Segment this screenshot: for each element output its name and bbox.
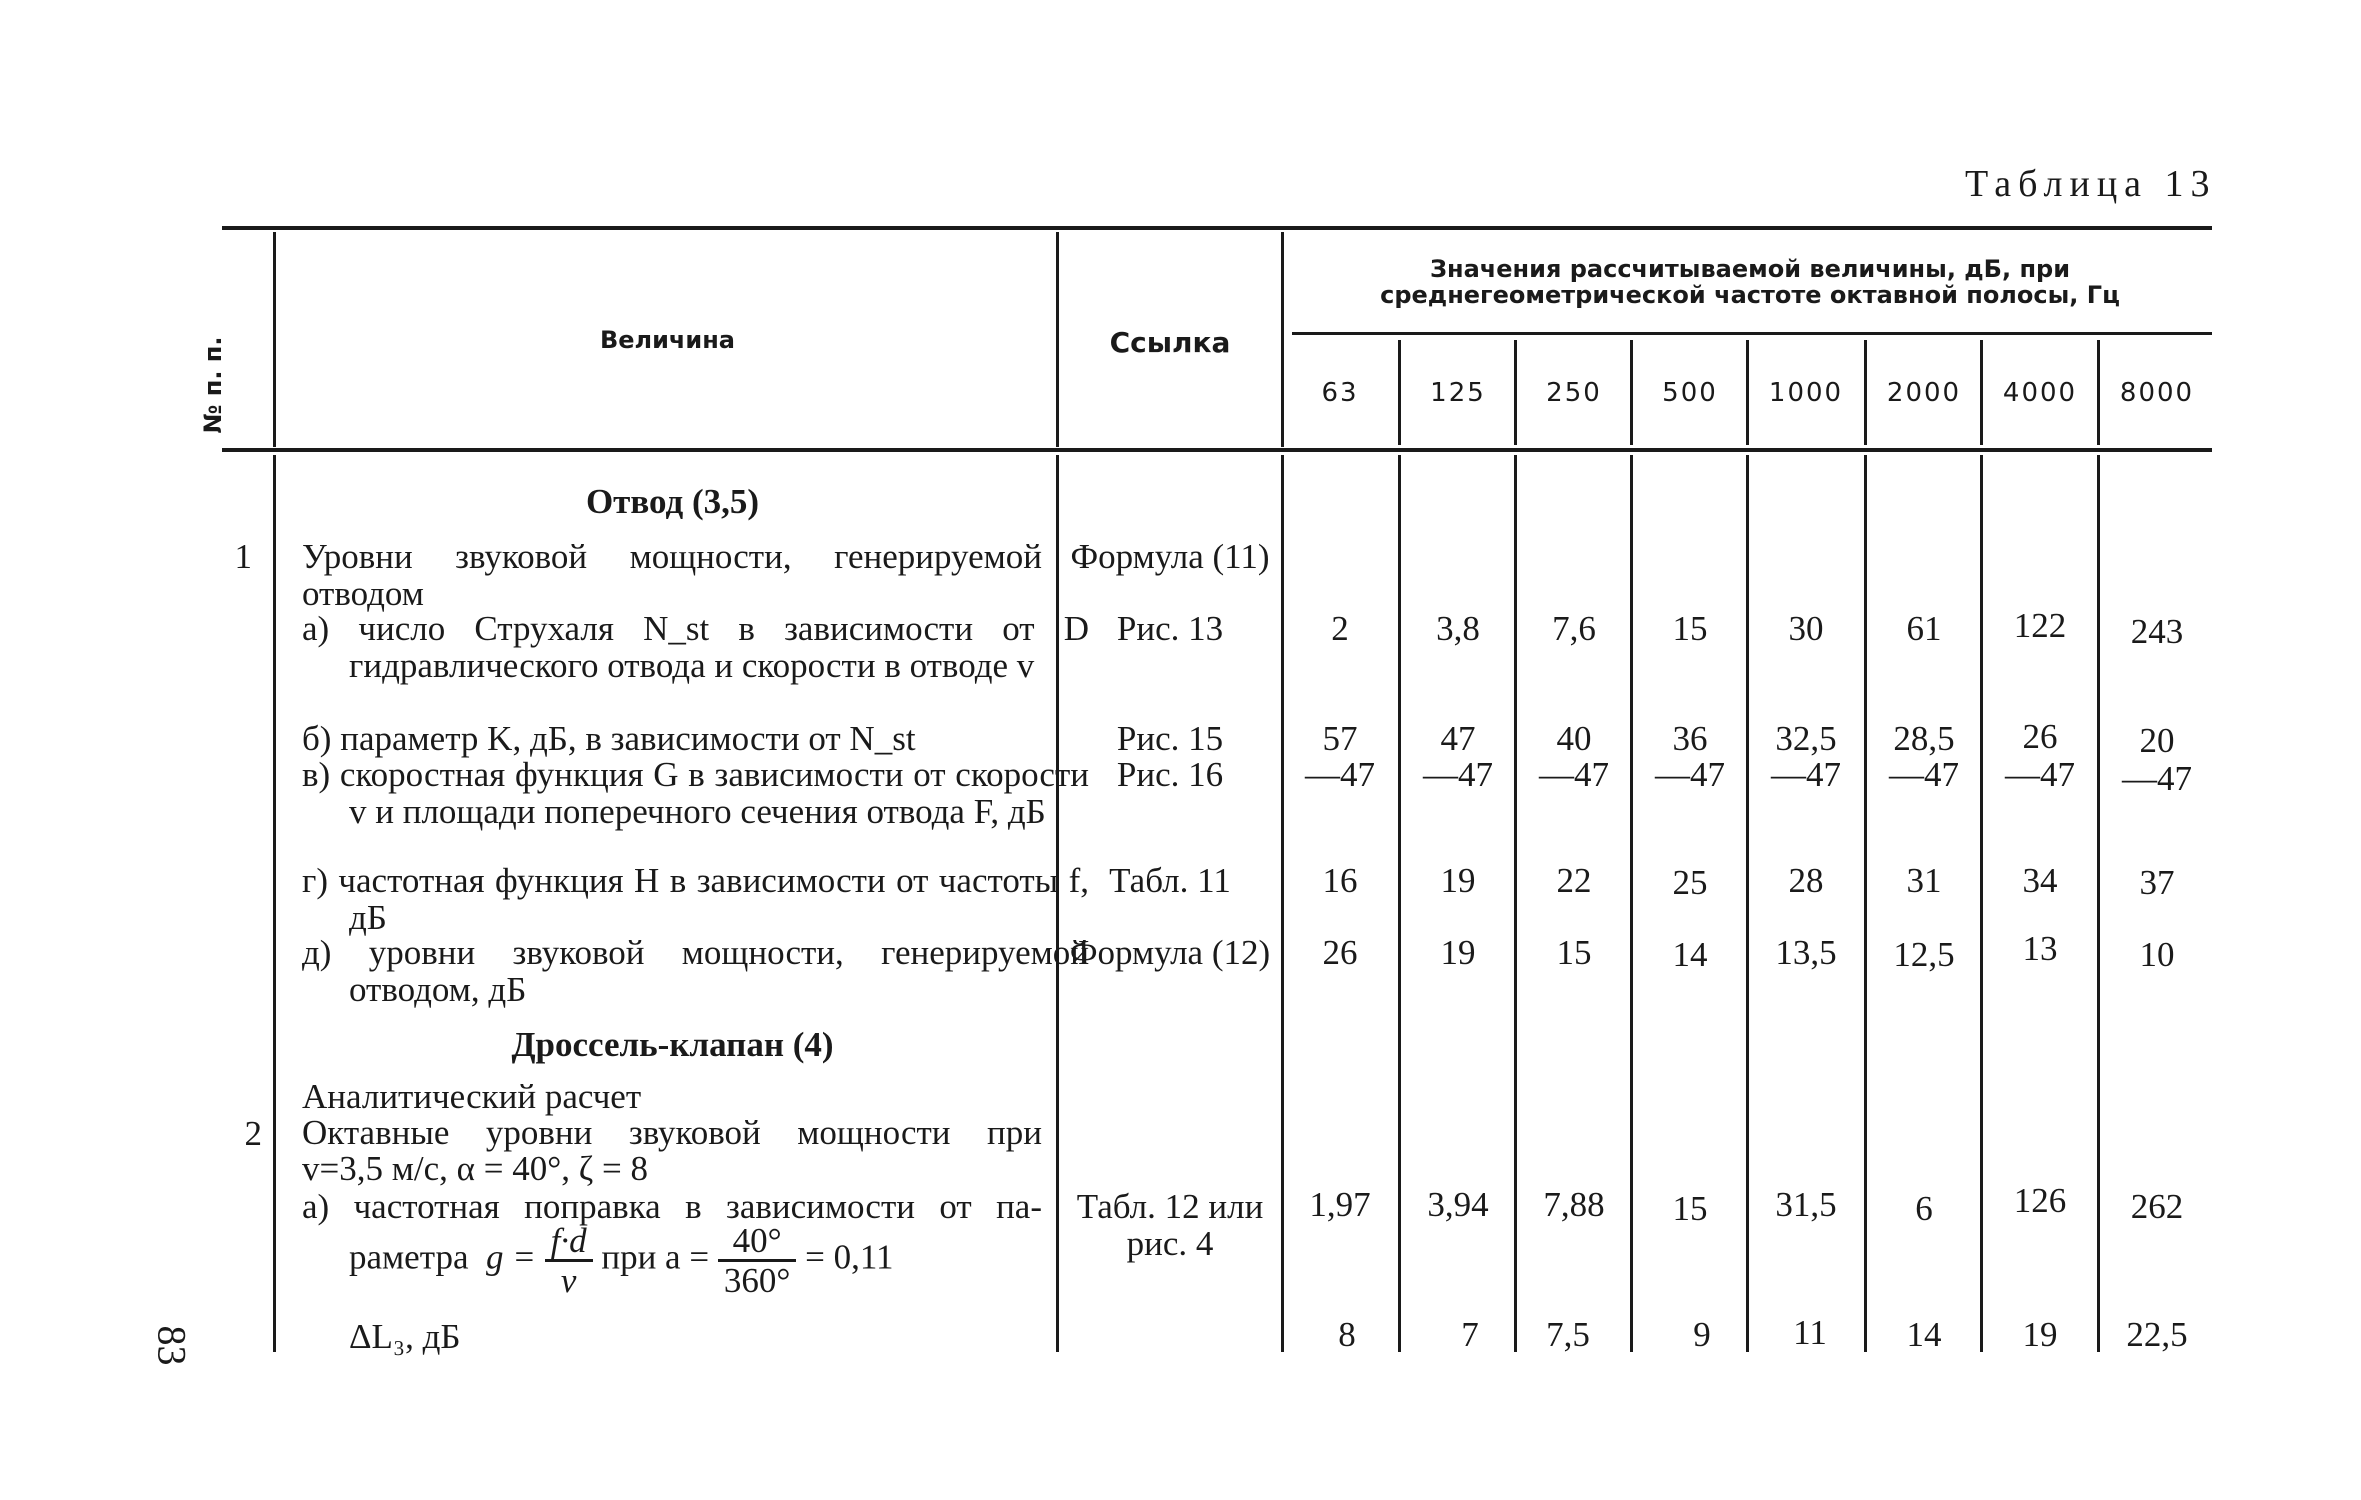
- value-cell: 30: [1788, 609, 1824, 648]
- value-cell: —47: [1771, 755, 1841, 794]
- row-reference: Табл. 12 или рис. 4: [1076, 1187, 1264, 1263]
- value-cell: 31: [1906, 861, 1942, 900]
- value-cell: 15: [1672, 609, 1708, 648]
- header-freq: 4000: [2002, 378, 2078, 408]
- row-description: б) параметр K, дБ, в зависимости от N_st: [302, 719, 916, 758]
- header-vline: [1281, 232, 1284, 447]
- value-cell: 10: [2139, 935, 2175, 974]
- value-cell: 22,5: [2126, 1315, 2188, 1354]
- row-reference: Формула (11): [1070, 537, 1270, 576]
- value-cell: 13: [2022, 929, 2058, 968]
- row-description: г) частотная функция H в зависимости от частоты f, дБ: [302, 861, 1089, 937]
- value-cell: —47: [1889, 755, 1959, 794]
- header-freq: 1000: [1768, 378, 1844, 408]
- value-cell: 6: [1915, 1189, 1933, 1228]
- top-rule: [222, 226, 2212, 230]
- value-cell: 12,5: [1893, 935, 1955, 974]
- value-cell: —47: [2122, 759, 2192, 798]
- page-number: 83: [149, 1325, 195, 1366]
- value-cell: 40: [1556, 719, 1592, 758]
- value-cell: 14: [1906, 1315, 1942, 1354]
- value-cell: 37: [2139, 863, 2175, 902]
- header-values-title: Значения рассчитываемой величины, дБ, при среднегеометрической частоте октавной полосы, Гц: [1380, 255, 2120, 309]
- value-cell: 7,88: [1543, 1185, 1605, 1224]
- value-cell: 26: [2022, 717, 2058, 756]
- row-number: 2: [244, 1114, 262, 1153]
- header-freq: 2000: [1886, 378, 1962, 408]
- value-cell: 19: [2022, 1315, 2058, 1354]
- formula-fraction-2: $\frac{40^\circ}{360^\circ}$: [718, 1222, 797, 1299]
- row-reference: Рис. 16: [1116, 755, 1224, 794]
- value-cell: 3,8: [1436, 609, 1480, 648]
- value-cell: 28: [1788, 861, 1824, 900]
- formula-mid: при a =: [601, 1237, 710, 1277]
- header-bottom-rule: [222, 448, 2212, 452]
- row-description: а) число Струхаля N_st в зависимости от D гидравлического отвода и скорости в отводе v: [302, 609, 1089, 685]
- header-freq: 125: [1430, 378, 1486, 408]
- body-vline: [273, 455, 276, 1352]
- header-freq: 8000: [2119, 378, 2195, 408]
- value-cell: 13,5: [1775, 933, 1837, 972]
- row-description-params: v=3,5 м/с, α = 40°, ζ = 8: [302, 1149, 648, 1188]
- table-title: Таблица 13: [1965, 163, 2217, 205]
- value-cell: 25: [1672, 863, 1708, 902]
- header-vline: [1056, 232, 1059, 447]
- row-description: ΔL₃, дБ: [349, 1317, 461, 1356]
- value-cell: 15: [1672, 1189, 1708, 1228]
- value-cell: 122: [2013, 606, 2067, 645]
- value-cell: 19: [1440, 861, 1476, 900]
- section-title: Отвод (3,5): [585, 482, 760, 521]
- formula-fraction-1: $\frac{f\cdot d}{v}$: [545, 1222, 593, 1299]
- header-freq: 250: [1546, 378, 1602, 408]
- value-cell: 32,5: [1775, 719, 1837, 758]
- value-cell: 126: [2013, 1181, 2067, 1220]
- row-description: а) частотная поправка в зависимости от па-: [302, 1187, 1042, 1226]
- value-cell: 11: [1793, 1313, 1827, 1352]
- header-freq: 500: [1662, 378, 1718, 408]
- value-cell: 31,5: [1775, 1185, 1837, 1224]
- header-reference: Ссылка: [1109, 326, 1231, 359]
- value-cell: 3,94: [1427, 1185, 1489, 1224]
- header-vline: [273, 232, 276, 447]
- value-cell: 61: [1906, 609, 1942, 648]
- analytic-label: Аналитический расчет: [302, 1077, 642, 1116]
- value-cell: —47: [2005, 755, 2075, 794]
- value-cell: 1,97: [1309, 1185, 1371, 1224]
- row-reference: Рис. 15: [1116, 719, 1224, 758]
- value-cell: 7: [1461, 1315, 1479, 1354]
- row-description: в) скоростная функция G в зависимости от скорости v и площади поперечного сечения отвода F, дБ: [302, 755, 1089, 831]
- value-cell: —47: [1423, 755, 1493, 794]
- value-cell: —47: [1305, 755, 1375, 794]
- row-description: д) уровни звуковой мощности, генерируемой отводом, дБ: [302, 933, 1089, 1009]
- value-cell: 47: [1440, 719, 1476, 758]
- row-reference: Рис. 13: [1116, 609, 1224, 648]
- row-reference: Табл. 11: [1109, 861, 1231, 900]
- value-cell: 243: [2130, 612, 2184, 651]
- freq-rule: [1292, 332, 2212, 335]
- row-reference: Формула (12): [1069, 933, 1271, 972]
- value-cell: 8: [1338, 1315, 1356, 1354]
- value-cell: 26: [1322, 933, 1358, 972]
- value-cell: 22: [1556, 861, 1592, 900]
- value-cell: 15: [1556, 933, 1592, 972]
- value-cell: 34: [2022, 861, 2058, 900]
- header-freq: 63: [1321, 378, 1359, 408]
- value-cell: 7,6: [1552, 609, 1596, 648]
- row-description: Октавные уровни звуковой мощности при: [302, 1113, 1042, 1152]
- formula-prefix: раметра: [349, 1237, 469, 1277]
- value-cell: 2: [1331, 609, 1349, 648]
- section-title: Дроссель-клапан (4): [511, 1025, 834, 1064]
- value-cell: 57: [1322, 719, 1358, 758]
- value-cell: 36: [1672, 719, 1708, 758]
- header-quantity: Величина: [599, 326, 736, 354]
- value-cell: 262: [2130, 1187, 2184, 1226]
- value-cell: 19: [1440, 933, 1476, 972]
- value-cell: —47: [1539, 755, 1609, 794]
- value-cell: —47: [1655, 755, 1725, 794]
- value-cell: 16: [1322, 861, 1358, 900]
- row-number: 1: [234, 537, 252, 576]
- row-description: Уровни звуковой мощности, генерируемой отводом: [302, 537, 1042, 613]
- formula-line: [349, 1222, 894, 1299]
- formula-result: = 0,11: [805, 1237, 894, 1277]
- formula-g: g =: [485, 1237, 536, 1277]
- value-cell: 28,5: [1893, 719, 1955, 758]
- header-num: № п. п.: [199, 336, 227, 434]
- value-cell: 14: [1672, 935, 1708, 974]
- value-cell: 20: [2139, 721, 2175, 760]
- value-cell: 7,5: [1546, 1315, 1590, 1354]
- value-cell: 9: [1693, 1315, 1711, 1354]
